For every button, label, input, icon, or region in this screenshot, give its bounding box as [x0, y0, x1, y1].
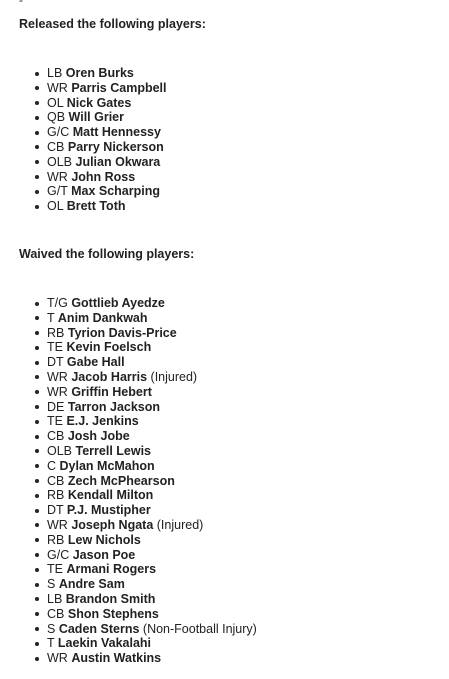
bullet-icon [35, 205, 39, 209]
player-name: Laekin Vakalahi [57, 636, 152, 651]
player-name: P.J. Mustipher [66, 503, 151, 518]
list-item [33, 355, 257, 370]
player-position: TE [47, 340, 63, 355]
list-item [33, 607, 257, 622]
player-name: Jacob Harris [71, 369, 148, 384]
bullet-icon [35, 538, 39, 542]
player-position: RB [47, 532, 65, 547]
list-item [33, 636, 257, 651]
list-item [33, 459, 257, 474]
list-item [33, 155, 167, 170]
player-name: Oren Burks [65, 66, 134, 80]
bullet-icon [35, 72, 39, 76]
bullet-icon [35, 375, 39, 379]
player-name: Tarron Jackson [67, 399, 161, 414]
list-item [33, 474, 257, 489]
player-name: Terrell Lewis [75, 443, 151, 458]
player-position: T [47, 636, 55, 651]
bullet-icon [35, 131, 39, 135]
bullet-icon [35, 435, 39, 439]
player-name: Gabe Hall [66, 355, 125, 370]
bullet-icon [35, 464, 39, 468]
player-status-note: (Injured) [150, 369, 198, 384]
player-position: G/C [47, 125, 70, 140]
bullet-icon [35, 642, 39, 646]
bullet-icon [35, 302, 39, 306]
player-position: RB [47, 488, 65, 503]
bullet-icon [35, 657, 39, 661]
bullet-icon [35, 509, 39, 513]
player-position: LB [47, 66, 63, 80]
list-item [33, 592, 257, 607]
player-name: Andre Sam [58, 577, 125, 592]
player-name: Brandon Smith [65, 591, 156, 606]
player-position: CB [47, 429, 65, 444]
player-name: Will Grier [68, 110, 125, 125]
bullet-icon [35, 479, 39, 483]
list-item [33, 184, 167, 199]
player-position: TE [47, 414, 63, 429]
bullet-icon [35, 361, 39, 365]
list-item [33, 429, 257, 444]
list-item [33, 533, 257, 548]
bullet-icon [35, 627, 39, 631]
bullet-icon [35, 494, 39, 498]
bullet-icon [35, 116, 39, 120]
bullet-icon [35, 568, 39, 572]
waived-heading: Waived the following players: [19, 247, 195, 261]
bullet-icon [35, 160, 39, 164]
player-name: Julian Okwara [75, 154, 161, 169]
bullet-icon [35, 316, 39, 320]
player-name: Max Scharping [71, 184, 161, 199]
bullet-icon [35, 405, 39, 409]
player-position: WR [47, 169, 68, 184]
list-item [33, 488, 257, 503]
player-name: Parry Nickerson [67, 139, 164, 154]
player-name: Kevin Foelsch [66, 340, 152, 355]
player-position: DE [47, 399, 65, 414]
player-position: WR [47, 651, 68, 666]
list-item [33, 622, 257, 637]
list-item [33, 518, 257, 533]
player-position: DT [47, 503, 64, 518]
list-item [33, 66, 167, 81]
list-item [33, 400, 257, 415]
list-item [33, 577, 257, 592]
player-name: Austin Watkins [71, 651, 162, 666]
player-name: Kendall Milton [67, 488, 154, 503]
player-position: T [47, 310, 55, 325]
player-position: OL [47, 199, 64, 214]
player-name: Caden Sterns [58, 621, 140, 636]
player-position: OL [47, 95, 64, 110]
list-item [33, 96, 167, 111]
player-position: WR [47, 517, 68, 532]
player-name: Matt Hennessy [72, 125, 161, 140]
player-name: Gottlieb Ayedze [71, 296, 165, 310]
bullet-icon [35, 390, 39, 394]
player-name: John Ross [71, 169, 136, 184]
bullet-icon [35, 449, 39, 453]
player-name: Shon Stephens [67, 606, 159, 621]
bullet-icon [35, 553, 39, 557]
player-position: WR [47, 80, 68, 95]
list-item [33, 548, 257, 563]
list-item [33, 81, 167, 96]
bullet-icon [35, 331, 39, 335]
player-status-note: (Non-Football Injury) [142, 621, 257, 636]
bullet-icon [35, 583, 39, 587]
player-status-note: (Injured) [156, 517, 204, 532]
player-position: RB [47, 325, 65, 340]
player-position: C [47, 458, 57, 473]
bullet-icon [35, 346, 39, 350]
player-name: Anim Dankwah [57, 310, 148, 325]
bullet-icon [35, 612, 39, 616]
list-item [33, 199, 167, 214]
player-position: OLB [47, 443, 73, 458]
list-item [33, 110, 167, 125]
player-name: Nick Gates [66, 95, 132, 110]
list-item [33, 503, 257, 518]
player-name: Dylan McMahon [59, 458, 155, 473]
player-name: Zech McPhearson [67, 473, 175, 488]
bullet-icon [35, 86, 39, 90]
list-item [33, 311, 257, 326]
released-heading: Released the following players: [19, 17, 206, 31]
player-position: S [47, 621, 56, 636]
waived-player-list [33, 296, 257, 666]
bullet-icon [35, 101, 39, 105]
player-name: Tyrion Davis-Price [67, 325, 177, 340]
bullet-icon [35, 145, 39, 149]
list-item [33, 296, 257, 311]
list-item [33, 414, 257, 429]
bullet-icon [35, 190, 39, 194]
player-position: G/C [47, 547, 70, 562]
player-position: WR [47, 384, 68, 399]
player-position: S [47, 577, 56, 592]
list-item [33, 562, 257, 577]
top-dash-mark: - [19, 0, 23, 7]
list-item [33, 651, 257, 666]
player-position: QB [47, 110, 66, 125]
player-position: TE [47, 562, 63, 577]
player-position: OLB [47, 154, 73, 169]
list-item [33, 370, 257, 385]
player-position: CB [47, 473, 65, 488]
player-position: T/G [47, 296, 68, 310]
list-item [33, 340, 257, 355]
bullet-icon [35, 597, 39, 601]
list-item [33, 125, 167, 140]
player-name: Parris Campbell [71, 80, 167, 95]
player-position: DT [47, 355, 64, 370]
list-item [33, 444, 257, 459]
player-name: Jason Poe [72, 547, 136, 562]
player-position: G/T [47, 184, 68, 199]
player-name: E.J. Jenkins [66, 414, 139, 429]
bullet-icon [35, 175, 39, 179]
player-position: WR [47, 369, 68, 384]
list-item [33, 170, 167, 185]
list-item [33, 326, 257, 341]
released-player-list [33, 66, 167, 214]
player-position: CB [47, 139, 65, 154]
player-name: Joseph Ngata [71, 517, 154, 532]
list-item [33, 385, 257, 400]
player-name: Brett Toth [66, 199, 126, 214]
player-name: Griffin Hebert [71, 384, 152, 399]
player-position: LB [47, 591, 63, 606]
bullet-icon [35, 523, 39, 527]
list-item [33, 140, 167, 155]
player-name: Josh Jobe [67, 429, 130, 444]
bullet-icon [35, 420, 39, 424]
player-position: CB [47, 606, 65, 621]
player-name: Armani Rogers [66, 562, 157, 577]
player-name: Lew Nichols [67, 532, 141, 547]
